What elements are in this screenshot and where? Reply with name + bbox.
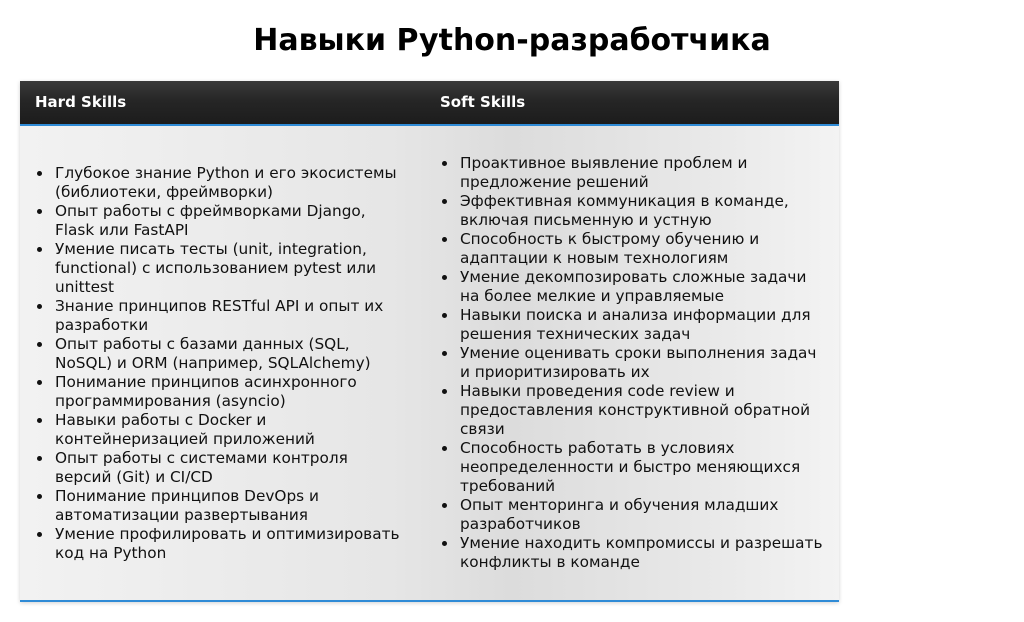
hard-skill-item <box>35 487 407 525</box>
hard-skill-item <box>35 202 407 240</box>
bullet-icon <box>37 209 42 214</box>
bullet-icon <box>442 351 447 356</box>
soft-skill-item <box>440 344 825 382</box>
soft-skill-item <box>440 496 825 534</box>
soft-skill-text: Опыт менторинга и обучения младших разработчиков <box>460 496 779 533</box>
hard-skill-item <box>35 373 407 411</box>
hard-skill-text: Умение профилировать и оптимизировать код на Python <box>55 525 400 562</box>
hard-skill-text: Опыт работы с фреймворками Django, Flask или FastAPI <box>55 202 366 239</box>
table-body <box>20 126 839 602</box>
soft-skill-item <box>440 439 825 496</box>
bullet-icon <box>442 313 447 318</box>
bullet-icon <box>442 161 447 166</box>
skills-table <box>20 81 839 602</box>
hard-skill-text: Понимание принципов асинхронного программирования (asyncio) <box>55 373 357 410</box>
hard-skill-text: Опыт работы с базами данных (SQL, NoSQL) и ORM (например, SQLAlchemy) <box>55 335 371 372</box>
hard-skill-item <box>35 297 407 335</box>
soft-skill-item <box>440 268 825 306</box>
bullet-icon <box>37 304 42 309</box>
bullet-icon <box>37 247 42 252</box>
soft-skill-text: Проактивное выявление проблем и предложение решений <box>460 154 748 191</box>
soft-skill-text: Способность работать в условиях неопределенности и быстро меняющихся требований <box>460 439 801 495</box>
bullet-icon <box>37 380 42 385</box>
hard-skills-header: Hard Skills <box>35 93 127 111</box>
soft-skill-text: Эффективная коммуникация в команде, включая письменную и устную <box>460 192 789 229</box>
bullet-icon <box>37 171 42 176</box>
hard-skill-item <box>35 449 407 487</box>
hard-skill-text: Опыт работы с системами контроля версий (Git) и CI/CD <box>55 449 348 486</box>
soft-skill-text: Навыки проведения code review и предоставления конструктивной обратной связи <box>460 382 811 438</box>
hard-skill-item <box>35 525 407 563</box>
soft-skill-item <box>440 306 825 344</box>
bullet-icon <box>37 494 42 499</box>
table-header <box>20 81 839 126</box>
bullet-icon <box>442 503 447 508</box>
bullet-icon <box>37 342 42 347</box>
hard-skill-item <box>35 411 407 449</box>
bullet-icon <box>442 389 447 394</box>
soft-skill-text: Навыки поиска и анализа информации для решения технических задач <box>460 306 811 343</box>
soft-skill-item <box>440 192 825 230</box>
hard-skill-text: Знание принципов RESTful API и опыт их разработки <box>55 297 384 334</box>
soft-skills-list <box>440 154 825 572</box>
bullet-icon <box>442 446 447 451</box>
bullet-icon <box>442 541 447 546</box>
hard-skill-item <box>35 335 407 373</box>
bullet-icon <box>442 199 447 204</box>
hard-skill-text: Глубокое знание Python и его экосистемы (библиотеки, фреймворки) <box>55 164 397 201</box>
soft-skill-text: Умение оценивать сроки выполнения задач и приоритизировать их <box>460 344 817 381</box>
soft-skill-text: Умение декомпозировать сложные задачи на более мелкие и управляемые <box>460 268 807 305</box>
page-title: Навыки Python-разработчика <box>253 23 771 58</box>
bullet-icon <box>442 237 447 242</box>
soft-skill-text: Способность к быстрому обучению и адаптации к новым технологиям <box>460 230 760 267</box>
hard-skill-text: Умение писать тесты (unit, integration, functional) с использованием pytest или unittest <box>55 240 377 296</box>
soft-skills-header: Soft Skills <box>440 93 526 111</box>
hard-skills-list <box>35 164 407 563</box>
soft-skill-item <box>440 154 825 192</box>
soft-skill-item <box>440 230 825 268</box>
soft-skill-item <box>440 382 825 439</box>
hard-skill-item <box>35 240 407 297</box>
soft-skill-text: Умение находить компромиссы и разрешать конфликты в команде <box>460 534 823 571</box>
bullet-icon <box>37 456 42 461</box>
hard-skill-text: Навыки работы с Docker и контейнеризацией приложений <box>55 411 315 448</box>
soft-skill-item <box>440 534 825 572</box>
bullet-icon <box>37 532 42 537</box>
bullet-icon <box>442 275 447 280</box>
hard-skill-item <box>35 164 407 202</box>
bullet-icon <box>37 418 42 423</box>
hard-skill-text: Понимание принципов DevOps и автоматизации развертывания <box>55 487 319 524</box>
